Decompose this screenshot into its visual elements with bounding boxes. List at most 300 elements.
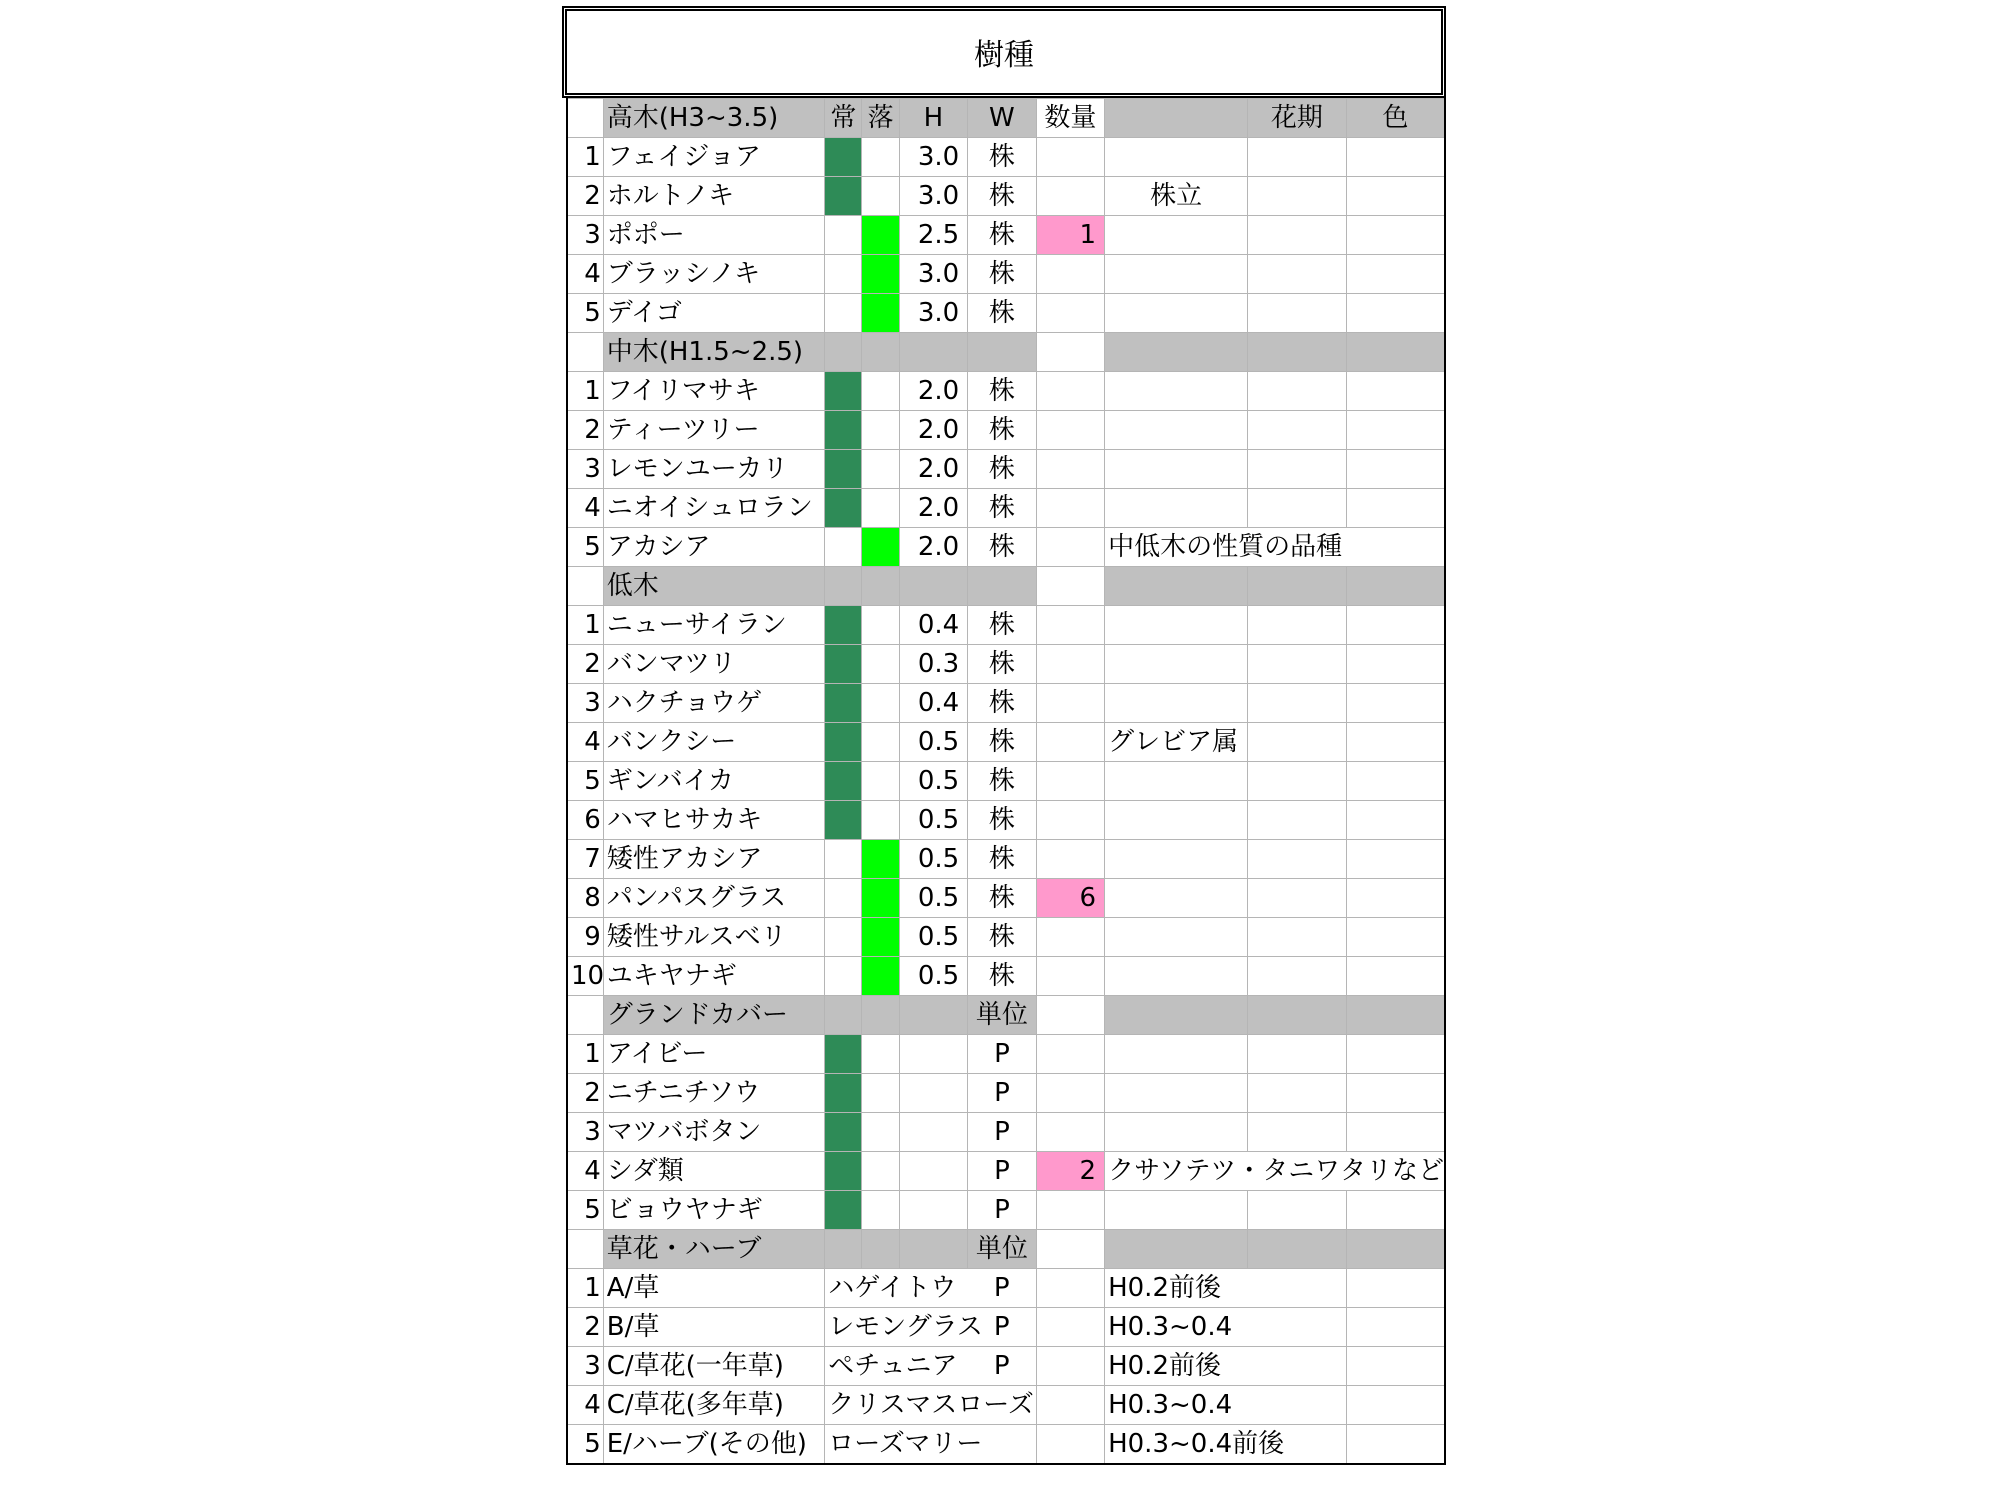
variety-name[interactable]: クリスマスローズ bbox=[825, 1386, 968, 1425]
height-value[interactable]: 0.5 bbox=[899, 879, 967, 918]
deciduous-marker[interactable] bbox=[862, 411, 899, 450]
evergreen-marker[interactable] bbox=[825, 528, 862, 567]
evergreen-marker[interactable] bbox=[825, 1035, 862, 1074]
quantity-value[interactable] bbox=[1036, 801, 1104, 840]
row-number[interactable]: 8 bbox=[567, 879, 603, 918]
note-value[interactable] bbox=[1105, 918, 1248, 957]
evergreen-marker[interactable] bbox=[825, 762, 862, 801]
row-number[interactable]: 1 bbox=[567, 1035, 603, 1074]
note-value[interactable] bbox=[1105, 450, 1248, 489]
color-value[interactable] bbox=[1346, 1035, 1445, 1074]
height-value[interactable]: 0.4 bbox=[899, 684, 967, 723]
section-label[interactable]: 低木 bbox=[603, 567, 825, 606]
quantity-value[interactable] bbox=[1036, 606, 1104, 645]
note-value[interactable] bbox=[1105, 255, 1248, 294]
deciduous-marker[interactable] bbox=[862, 1074, 899, 1113]
plant-category[interactable]: E/ハーブ(その他) bbox=[603, 1425, 825, 1465]
color-value[interactable] bbox=[1346, 450, 1445, 489]
flowering-value[interactable] bbox=[1248, 879, 1347, 918]
note-value[interactable]: H0.3~0.4前後 bbox=[1105, 1425, 1248, 1465]
height-value[interactable]: 0.5 bbox=[899, 918, 967, 957]
plant-name[interactable]: アカシア bbox=[603, 528, 825, 567]
color-value[interactable] bbox=[1346, 801, 1445, 840]
row-number[interactable]: 2 bbox=[567, 411, 603, 450]
plant-name[interactable]: ニチニチソウ bbox=[603, 1074, 825, 1113]
color-value[interactable] bbox=[1346, 684, 1445, 723]
section-unit-cell[interactable]: 単位 bbox=[968, 1230, 1036, 1269]
note-value[interactable] bbox=[1105, 294, 1248, 333]
deciduous-marker[interactable] bbox=[862, 762, 899, 801]
row-number[interactable]: 9 bbox=[567, 918, 603, 957]
row-number[interactable]: 3 bbox=[567, 216, 603, 255]
quantity-value[interactable]: 1 bbox=[1036, 216, 1104, 255]
width-value[interactable]: 株 bbox=[968, 879, 1036, 918]
height-value[interactable]: 2.5 bbox=[899, 216, 967, 255]
note-value[interactable] bbox=[1105, 411, 1248, 450]
color-value[interactable] bbox=[1346, 255, 1445, 294]
row-number[interactable]: 6 bbox=[567, 801, 603, 840]
note-value[interactable]: H0.3~0.4 bbox=[1105, 1386, 1248, 1425]
section-evergreen-cell[interactable] bbox=[825, 996, 862, 1035]
section-flowering-cell[interactable] bbox=[1248, 1230, 1347, 1269]
note-value[interactable] bbox=[1105, 138, 1248, 177]
color-value[interactable] bbox=[1346, 606, 1445, 645]
note-value[interactable]: グレビア属 bbox=[1105, 723, 1248, 762]
section-flowering-cell[interactable] bbox=[1248, 567, 1347, 606]
flowering-value[interactable] bbox=[1248, 918, 1347, 957]
deciduous-marker[interactable] bbox=[862, 957, 899, 996]
color-value[interactable] bbox=[1346, 957, 1445, 996]
plant-name[interactable]: フェイジョア bbox=[603, 138, 825, 177]
height-value[interactable]: 0.4 bbox=[899, 606, 967, 645]
plant-name[interactable]: ニオイシュロラン bbox=[603, 489, 825, 528]
quantity-value[interactable] bbox=[1036, 1347, 1104, 1386]
evergreen-marker[interactable] bbox=[825, 918, 862, 957]
deciduous-marker[interactable] bbox=[862, 255, 899, 294]
row-number[interactable]: 1 bbox=[567, 372, 603, 411]
note-value[interactable] bbox=[1105, 606, 1248, 645]
flowering-value[interactable] bbox=[1248, 1113, 1347, 1152]
section-unit-cell[interactable] bbox=[968, 567, 1036, 606]
row-number[interactable]: 3 bbox=[567, 684, 603, 723]
deciduous-marker[interactable] bbox=[862, 528, 899, 567]
height-value[interactable] bbox=[899, 1074, 967, 1113]
color-value[interactable] bbox=[1346, 1347, 1445, 1386]
note-value[interactable] bbox=[1105, 957, 1248, 996]
flowering-value[interactable] bbox=[1248, 1035, 1347, 1074]
color-value[interactable] bbox=[1346, 1425, 1445, 1465]
height-value[interactable]: 3.0 bbox=[899, 138, 967, 177]
section-color-cell[interactable] bbox=[1346, 1230, 1445, 1269]
color-value[interactable] bbox=[1346, 645, 1445, 684]
evergreen-marker[interactable] bbox=[825, 723, 862, 762]
plant-category[interactable]: C/草花(多年草) bbox=[603, 1386, 825, 1425]
flowering-value[interactable] bbox=[1248, 606, 1347, 645]
height-value[interactable]: 0.5 bbox=[899, 801, 967, 840]
variety-name[interactable]: レモングラス bbox=[825, 1308, 968, 1347]
flowering-value[interactable] bbox=[1248, 1191, 1347, 1230]
evergreen-marker[interactable] bbox=[825, 1191, 862, 1230]
height-value[interactable]: 2.0 bbox=[899, 489, 967, 528]
note-value[interactable]: 株立 bbox=[1105, 177, 1248, 216]
flowering-value[interactable] bbox=[1248, 411, 1347, 450]
row-number[interactable]: 7 bbox=[567, 840, 603, 879]
height-value[interactable] bbox=[899, 1113, 967, 1152]
plant-name[interactable]: ハマヒサカキ bbox=[603, 801, 825, 840]
deciduous-marker[interactable] bbox=[862, 1152, 899, 1191]
quantity-value[interactable] bbox=[1036, 411, 1104, 450]
note-value[interactable] bbox=[1105, 1191, 1248, 1230]
width-value[interactable]: 株 bbox=[968, 684, 1036, 723]
quantity-value[interactable] bbox=[1036, 840, 1104, 879]
header-flowering[interactable]: 花期 bbox=[1248, 99, 1347, 138]
plant-name[interactable]: フイリマサキ bbox=[603, 372, 825, 411]
width-value[interactable]: 株 bbox=[968, 411, 1036, 450]
row-number[interactable]: 5 bbox=[567, 1191, 603, 1230]
evergreen-marker[interactable] bbox=[825, 1113, 862, 1152]
section-evergreen-cell[interactable] bbox=[825, 1230, 862, 1269]
row-number[interactable]: 2 bbox=[567, 645, 603, 684]
height-value[interactable]: 0.5 bbox=[899, 762, 967, 801]
header-quantity[interactable]: 数量 bbox=[1036, 99, 1104, 138]
section-label[interactable]: グランドカバー bbox=[603, 996, 825, 1035]
flowering-value[interactable] bbox=[1248, 489, 1347, 528]
deciduous-marker[interactable] bbox=[862, 606, 899, 645]
flowering-value[interactable] bbox=[1248, 294, 1347, 333]
flowering-value[interactable] bbox=[1248, 1074, 1347, 1113]
quantity-value[interactable] bbox=[1036, 294, 1104, 333]
row-number[interactable]: 1 bbox=[567, 138, 603, 177]
evergreen-marker[interactable] bbox=[825, 606, 862, 645]
flowering-value[interactable] bbox=[1248, 762, 1347, 801]
section-note-cell[interactable] bbox=[1105, 567, 1248, 606]
section-no-cell[interactable] bbox=[567, 567, 603, 606]
quantity-value[interactable]: 2 bbox=[1036, 1152, 1104, 1191]
note-value[interactable] bbox=[1105, 372, 1248, 411]
deciduous-marker[interactable] bbox=[862, 723, 899, 762]
row-number[interactable]: 5 bbox=[567, 762, 603, 801]
section-color-cell[interactable] bbox=[1346, 996, 1445, 1035]
width-value[interactable]: 株 bbox=[968, 957, 1036, 996]
color-value[interactable] bbox=[1346, 177, 1445, 216]
section-qty-cell[interactable] bbox=[1036, 996, 1104, 1035]
height-value[interactable]: 0.5 bbox=[899, 840, 967, 879]
color-value[interactable] bbox=[1346, 1191, 1445, 1230]
note-value[interactable] bbox=[1105, 216, 1248, 255]
section-no-cell[interactable] bbox=[567, 1230, 603, 1269]
plant-name[interactable]: バンクシー bbox=[603, 723, 825, 762]
width-value[interactable]: P bbox=[968, 1152, 1036, 1191]
evergreen-marker[interactable] bbox=[825, 957, 862, 996]
deciduous-marker[interactable] bbox=[862, 801, 899, 840]
plant-name[interactable]: ハクチョウゲ bbox=[603, 684, 825, 723]
header-width[interactable]: W bbox=[968, 99, 1036, 138]
section-color-cell[interactable] bbox=[1346, 333, 1445, 372]
height-value[interactable] bbox=[899, 1035, 967, 1074]
note-value[interactable]: 中低木の性質の品種 bbox=[1105, 528, 1248, 567]
height-value[interactable]: 3.0 bbox=[899, 255, 967, 294]
section-deciduous-cell[interactable] bbox=[862, 996, 899, 1035]
deciduous-marker[interactable] bbox=[862, 489, 899, 528]
quantity-value[interactable] bbox=[1036, 528, 1104, 567]
width-value[interactable]: 株 bbox=[968, 489, 1036, 528]
evergreen-marker[interactable] bbox=[825, 255, 862, 294]
row-number[interactable]: 10 bbox=[567, 957, 603, 996]
plant-name[interactable]: ニューサイラン bbox=[603, 606, 825, 645]
color-value[interactable] bbox=[1346, 1113, 1445, 1152]
quantity-value[interactable]: 6 bbox=[1036, 879, 1104, 918]
height-value[interactable]: 0.5 bbox=[899, 957, 967, 996]
note-value[interactable]: H0.2前後 bbox=[1105, 1269, 1248, 1308]
width-value[interactable]: P bbox=[968, 1347, 1036, 1386]
evergreen-marker[interactable] bbox=[825, 177, 862, 216]
quantity-value[interactable] bbox=[1036, 762, 1104, 801]
quantity-value[interactable] bbox=[1036, 1191, 1104, 1230]
plant-name[interactable]: レモンユーカリ bbox=[603, 450, 825, 489]
row-number[interactable]: 5 bbox=[567, 294, 603, 333]
section-unit-cell[interactable] bbox=[968, 333, 1036, 372]
height-value[interactable]: 2.0 bbox=[899, 528, 967, 567]
height-value[interactable]: 0.3 bbox=[899, 645, 967, 684]
flowering-value[interactable] bbox=[1248, 1347, 1347, 1386]
color-value[interactable] bbox=[1346, 840, 1445, 879]
variety-name[interactable]: ローズマリー bbox=[825, 1425, 968, 1465]
deciduous-marker[interactable] bbox=[862, 879, 899, 918]
deciduous-marker[interactable] bbox=[862, 294, 899, 333]
note-value[interactable]: H0.3~0.4 bbox=[1105, 1308, 1248, 1347]
deciduous-marker[interactable] bbox=[862, 645, 899, 684]
section-height-cell[interactable] bbox=[899, 1230, 967, 1269]
section-no-cell[interactable] bbox=[567, 333, 603, 372]
deciduous-marker[interactable] bbox=[862, 372, 899, 411]
note-value[interactable] bbox=[1105, 762, 1248, 801]
section-note-cell[interactable] bbox=[1105, 996, 1248, 1035]
flowering-value[interactable] bbox=[1248, 216, 1347, 255]
flowering-value[interactable] bbox=[1248, 1386, 1347, 1425]
note-value[interactable] bbox=[1105, 645, 1248, 684]
section-color-cell[interactable] bbox=[1346, 567, 1445, 606]
deciduous-marker[interactable] bbox=[862, 840, 899, 879]
deciduous-marker[interactable] bbox=[862, 1191, 899, 1230]
note-value[interactable]: クサソテツ・タニワタリなど bbox=[1105, 1152, 1248, 1191]
section-label[interactable]: 中木(H1.5~2.5) bbox=[603, 333, 825, 372]
plant-name[interactable]: アイビー bbox=[603, 1035, 825, 1074]
color-value[interactable] bbox=[1346, 489, 1445, 528]
width-value[interactable]: 株 bbox=[968, 528, 1036, 567]
color-value[interactable] bbox=[1346, 918, 1445, 957]
height-value[interactable]: 2.0 bbox=[899, 372, 967, 411]
height-value[interactable]: 2.0 bbox=[899, 411, 967, 450]
flowering-value[interactable] bbox=[1248, 645, 1347, 684]
row-number[interactable]: 4 bbox=[567, 255, 603, 294]
color-value[interactable] bbox=[1346, 1074, 1445, 1113]
row-number[interactable]: 3 bbox=[567, 450, 603, 489]
plant-category[interactable]: B/草 bbox=[603, 1308, 825, 1347]
plant-name[interactable]: バンマツリ bbox=[603, 645, 825, 684]
width-value[interactable]: 株 bbox=[968, 294, 1036, 333]
plant-name[interactable]: シダ類 bbox=[603, 1152, 825, 1191]
color-value[interactable] bbox=[1346, 294, 1445, 333]
row-number[interactable]: 1 bbox=[567, 606, 603, 645]
row-number[interactable]: 3 bbox=[567, 1113, 603, 1152]
plant-name[interactable]: ホルトノキ bbox=[603, 177, 825, 216]
plant-name[interactable]: パンパスグラス bbox=[603, 879, 825, 918]
note-value[interactable] bbox=[1105, 1035, 1248, 1074]
row-number[interactable]: 4 bbox=[567, 1152, 603, 1191]
header-tall-trees[interactable]: 高木(H3~3.5) bbox=[603, 99, 825, 138]
plant-name[interactable]: ポポー bbox=[603, 216, 825, 255]
section-label[interactable]: 草花・ハーブ bbox=[603, 1230, 825, 1269]
width-value[interactable]: 株 bbox=[968, 723, 1036, 762]
quantity-value[interactable] bbox=[1036, 1269, 1104, 1308]
width-value[interactable]: P bbox=[968, 1308, 1036, 1347]
color-value[interactable] bbox=[1346, 1269, 1445, 1308]
quantity-value[interactable] bbox=[1036, 1386, 1104, 1425]
width-value[interactable]: 株 bbox=[968, 255, 1036, 294]
row-number[interactable]: 2 bbox=[567, 1074, 603, 1113]
plant-name[interactable]: ブラッシノキ bbox=[603, 255, 825, 294]
quantity-value[interactable] bbox=[1036, 645, 1104, 684]
flowering-value[interactable] bbox=[1248, 801, 1347, 840]
evergreen-marker[interactable] bbox=[825, 138, 862, 177]
header-note[interactable] bbox=[1105, 99, 1248, 138]
variety-name[interactable]: ペチュニア bbox=[825, 1347, 968, 1386]
width-value[interactable]: P bbox=[968, 1035, 1036, 1074]
color-value[interactable] bbox=[1346, 372, 1445, 411]
note-value[interactable] bbox=[1105, 840, 1248, 879]
flowering-value[interactable] bbox=[1248, 177, 1347, 216]
evergreen-marker[interactable] bbox=[825, 1152, 862, 1191]
row-number[interactable]: 2 bbox=[567, 1308, 603, 1347]
height-value[interactable] bbox=[899, 1152, 967, 1191]
flowering-value[interactable] bbox=[1248, 723, 1347, 762]
row-number[interactable]: 2 bbox=[567, 177, 603, 216]
evergreen-marker[interactable] bbox=[825, 216, 862, 255]
quantity-value[interactable] bbox=[1036, 177, 1104, 216]
quantity-value[interactable] bbox=[1036, 450, 1104, 489]
evergreen-marker[interactable] bbox=[825, 489, 862, 528]
width-value[interactable]: 株 bbox=[968, 645, 1036, 684]
evergreen-marker[interactable] bbox=[825, 1074, 862, 1113]
quantity-value[interactable] bbox=[1036, 489, 1104, 528]
header-deciduous[interactable]: 落 bbox=[862, 99, 899, 138]
row-number[interactable]: 5 bbox=[567, 528, 603, 567]
quantity-value[interactable] bbox=[1036, 918, 1104, 957]
section-deciduous-cell[interactable] bbox=[862, 333, 899, 372]
row-number[interactable]: 4 bbox=[567, 489, 603, 528]
deciduous-marker[interactable] bbox=[862, 450, 899, 489]
height-value[interactable]: 2.0 bbox=[899, 450, 967, 489]
section-height-cell[interactable] bbox=[899, 567, 967, 606]
plant-name[interactable]: ユキヤナギ bbox=[603, 957, 825, 996]
note-value[interactable] bbox=[1105, 684, 1248, 723]
plant-name[interactable]: 矮性サルスベリ bbox=[603, 918, 825, 957]
quantity-value[interactable] bbox=[1036, 1074, 1104, 1113]
color-value[interactable] bbox=[1346, 528, 1445, 567]
row-number[interactable]: 5 bbox=[567, 1425, 603, 1465]
section-note-cell[interactable] bbox=[1105, 333, 1248, 372]
variety-name[interactable]: ハゲイトウ bbox=[825, 1269, 968, 1308]
plant-name[interactable]: ビョウヤナギ bbox=[603, 1191, 825, 1230]
header-color[interactable]: 色 bbox=[1346, 99, 1445, 138]
quantity-value[interactable] bbox=[1036, 1113, 1104, 1152]
header-evergreen[interactable]: 常 bbox=[825, 99, 862, 138]
evergreen-marker[interactable] bbox=[825, 801, 862, 840]
row-number[interactable]: 4 bbox=[567, 1386, 603, 1425]
color-value[interactable] bbox=[1346, 879, 1445, 918]
flowering-value[interactable] bbox=[1248, 957, 1347, 996]
flowering-value[interactable] bbox=[1248, 1269, 1347, 1308]
width-value[interactable]: 株 bbox=[968, 918, 1036, 957]
note-value[interactable] bbox=[1105, 879, 1248, 918]
width-value[interactable]: P bbox=[968, 1191, 1036, 1230]
section-no-cell[interactable] bbox=[567, 996, 603, 1035]
color-value[interactable] bbox=[1346, 138, 1445, 177]
note-value[interactable] bbox=[1105, 489, 1248, 528]
deciduous-marker[interactable] bbox=[862, 138, 899, 177]
section-flowering-cell[interactable] bbox=[1248, 333, 1347, 372]
width-value[interactable]: 株 bbox=[968, 450, 1036, 489]
plant-category[interactable]: C/草花(一年草) bbox=[603, 1347, 825, 1386]
plant-name[interactable]: 矮性アカシア bbox=[603, 840, 825, 879]
quantity-value[interactable] bbox=[1036, 684, 1104, 723]
plant-category[interactable]: A/草 bbox=[603, 1269, 825, 1308]
note-value[interactable]: H0.2前後 bbox=[1105, 1347, 1248, 1386]
plant-name[interactable]: デイゴ bbox=[603, 294, 825, 333]
color-value[interactable] bbox=[1346, 411, 1445, 450]
color-value[interactable] bbox=[1346, 216, 1445, 255]
section-qty-cell[interactable] bbox=[1036, 567, 1104, 606]
height-value[interactable]: 0.5 bbox=[899, 723, 967, 762]
deciduous-marker[interactable] bbox=[862, 684, 899, 723]
deciduous-marker[interactable] bbox=[862, 1035, 899, 1074]
width-value[interactable]: 株 bbox=[968, 606, 1036, 645]
flowering-value[interactable] bbox=[1248, 684, 1347, 723]
note-value[interactable] bbox=[1105, 801, 1248, 840]
evergreen-marker[interactable] bbox=[825, 450, 862, 489]
color-value[interactable] bbox=[1346, 1386, 1445, 1425]
height-value[interactable] bbox=[899, 1191, 967, 1230]
flowering-value[interactable] bbox=[1248, 255, 1347, 294]
section-qty-cell[interactable] bbox=[1036, 1230, 1104, 1269]
header-height[interactable]: H bbox=[899, 99, 967, 138]
width-value[interactable]: 株 bbox=[968, 801, 1036, 840]
deciduous-marker[interactable] bbox=[862, 1113, 899, 1152]
quantity-value[interactable] bbox=[1036, 1308, 1104, 1347]
section-deciduous-cell[interactable] bbox=[862, 567, 899, 606]
plant-name[interactable]: ギンバイカ bbox=[603, 762, 825, 801]
width-value[interactable]: 株 bbox=[968, 840, 1036, 879]
flowering-value[interactable] bbox=[1248, 138, 1347, 177]
width-value[interactable]: P bbox=[968, 1074, 1036, 1113]
section-flowering-cell[interactable] bbox=[1248, 996, 1347, 1035]
note-value[interactable] bbox=[1105, 1074, 1248, 1113]
quantity-value[interactable] bbox=[1036, 372, 1104, 411]
width-value[interactable]: 株 bbox=[968, 216, 1036, 255]
section-evergreen-cell[interactable] bbox=[825, 333, 862, 372]
row-number[interactable]: 3 bbox=[567, 1347, 603, 1386]
row-number[interactable]: 1 bbox=[567, 1269, 603, 1308]
evergreen-marker[interactable] bbox=[825, 372, 862, 411]
quantity-value[interactable] bbox=[1036, 1425, 1104, 1465]
section-qty-cell[interactable] bbox=[1036, 333, 1104, 372]
quantity-value[interactable] bbox=[1036, 255, 1104, 294]
flowering-value[interactable] bbox=[1248, 372, 1347, 411]
width-value[interactable]: 株 bbox=[968, 138, 1036, 177]
evergreen-marker[interactable] bbox=[825, 411, 862, 450]
quantity-value[interactable] bbox=[1036, 957, 1104, 996]
quantity-value[interactable] bbox=[1036, 138, 1104, 177]
